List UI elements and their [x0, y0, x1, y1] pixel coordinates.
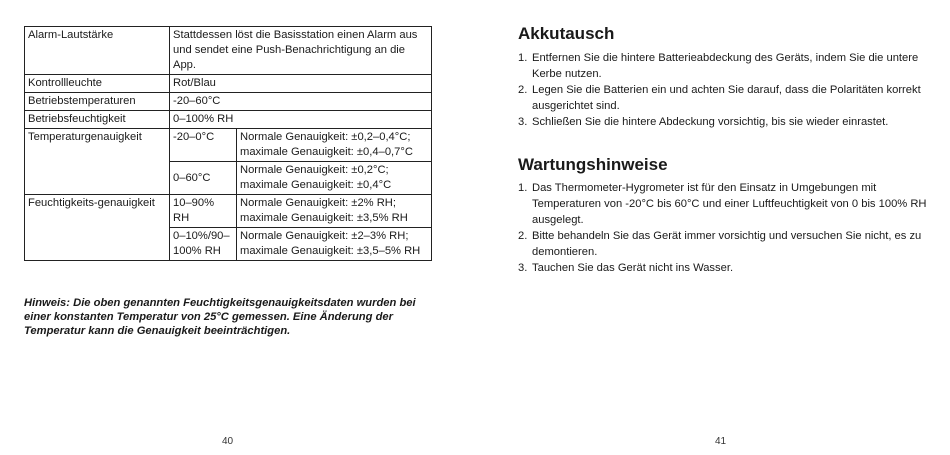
- page-number-right: 41: [715, 436, 727, 447]
- table-row: [25, 93, 432, 111]
- temp-normal-2: Normale Genauigkeit: ±0,2°C;: [240, 164, 389, 176]
- row-value-ophum: 0–100% RH: [170, 111, 432, 129]
- item-number: 2.: [518, 84, 528, 96]
- specifications-table: [24, 26, 432, 261]
- row-value-light: Rot/Blau: [170, 75, 432, 93]
- hum-range-2: 0–10%/90–100% RH: [170, 228, 237, 261]
- item-text: Das Thermometer-Hygrometer ist für den Einsatz in Umgebungen mit Temperaturen von -20°C bis 60°C und einer Luftfeuchtigkeit von 0 bis 100% RH ausgelegt.: [532, 182, 927, 226]
- table-row: [25, 195, 432, 228]
- list-item: [518, 82, 928, 114]
- row-label-alarm: Alarm-Lautstärke: [25, 27, 170, 75]
- temp-max-1: maximale Genauigkeit: ±0,4–0,7°C: [240, 146, 413, 158]
- item-number: 1.: [518, 52, 528, 64]
- row-label-temp-accuracy: Temperaturgenauigkeit: [25, 129, 170, 195]
- table-row: [25, 111, 432, 129]
- heading-wartungshinweise: Wartungshinweise: [518, 155, 668, 174]
- item-number: 2.: [518, 230, 528, 242]
- list-item: [518, 50, 928, 82]
- hum-accuracy-2: [237, 228, 432, 261]
- hum-max-1: maximale Genauigkeit: ±3,5% RH: [240, 212, 408, 224]
- item-number: 1.: [518, 182, 528, 194]
- row-label-optemp: Betriebstemperaturen: [25, 93, 170, 111]
- temp-normal-1: Normale Genauigkeit: ±0,2–0,4°C;: [240, 131, 411, 143]
- hum-accuracy-1: [237, 195, 432, 228]
- list-item: [518, 260, 928, 276]
- table-row: [25, 129, 432, 162]
- temp-range-1: -20–0°C: [170, 129, 237, 162]
- akkutausch-list: [518, 50, 928, 130]
- right-page: [475, 0, 950, 455]
- hum-normal-2: Normale Genauigkeit: ±2–3% RH;: [240, 230, 409, 242]
- page-number-left: 40: [222, 436, 234, 447]
- accuracy-note: Hinweis: Die oben genannten Feuchtigkeitsgenauigkeitsdaten wurden bei einer konstanten Temperatur von 25°C gemessen. Eine Änderung der Temperatur kann die Genauigkeit beeinträchtigen.: [24, 297, 416, 337]
- hum-range-1: 10–90% RH: [170, 195, 237, 228]
- hum-max-2: maximale Genauigkeit: ±3,5–5% RH: [240, 245, 421, 257]
- heading-akkutausch: Akkutausch: [518, 24, 615, 43]
- table-row: [25, 27, 432, 75]
- item-text: Tauchen Sie das Gerät nicht ins Wasser.: [532, 262, 734, 274]
- list-item: [518, 114, 928, 130]
- temp-max-2: maximale Genauigkeit: ±0,4°C: [240, 179, 392, 191]
- temp-accuracy-2: [237, 162, 432, 195]
- temp-accuracy-1: [237, 129, 432, 162]
- list-item: [518, 180, 928, 228]
- row-value-optemp: -20–60°C: [170, 93, 432, 111]
- item-text: Schließen Sie die hintere Abdeckung vorsichtig, bis sie wieder einrastet.: [532, 116, 889, 128]
- item-number: 3.: [518, 116, 528, 128]
- temp-range-2: 0–60°C: [170, 162, 237, 195]
- row-value-alarm: Stattdessen löst die Basisstation einen Alarm aus und sendet eine Push-Benachrichtigung an die App.: [170, 27, 432, 75]
- wartung-list: [518, 180, 928, 276]
- item-text: Entfernen Sie die hintere Batterieabdeckung des Geräts, indem Sie die untere Kerbe nutzen.: [532, 52, 919, 80]
- item-text: Legen Sie die Batterien ein und achten Sie darauf, dass die Polaritäten korrekt ausgerichtet sind.: [532, 84, 921, 112]
- hum-normal-1: Normale Genauigkeit: ±2% RH;: [240, 197, 396, 209]
- list-item: [518, 228, 928, 260]
- item-number: 3.: [518, 262, 528, 274]
- row-label-hum-accuracy: Feuchtigkeits-genauigkeit: [25, 195, 170, 261]
- row-label-light: Kontrollleuchte: [25, 75, 170, 93]
- table-row: [25, 75, 432, 93]
- item-text: Bitte behandeln Sie das Gerät immer vorsichtig und versuchen Sie nicht, es zu demontieren.: [532, 230, 922, 258]
- row-label-ophum: Betriebsfeuchtigkeit: [25, 111, 170, 129]
